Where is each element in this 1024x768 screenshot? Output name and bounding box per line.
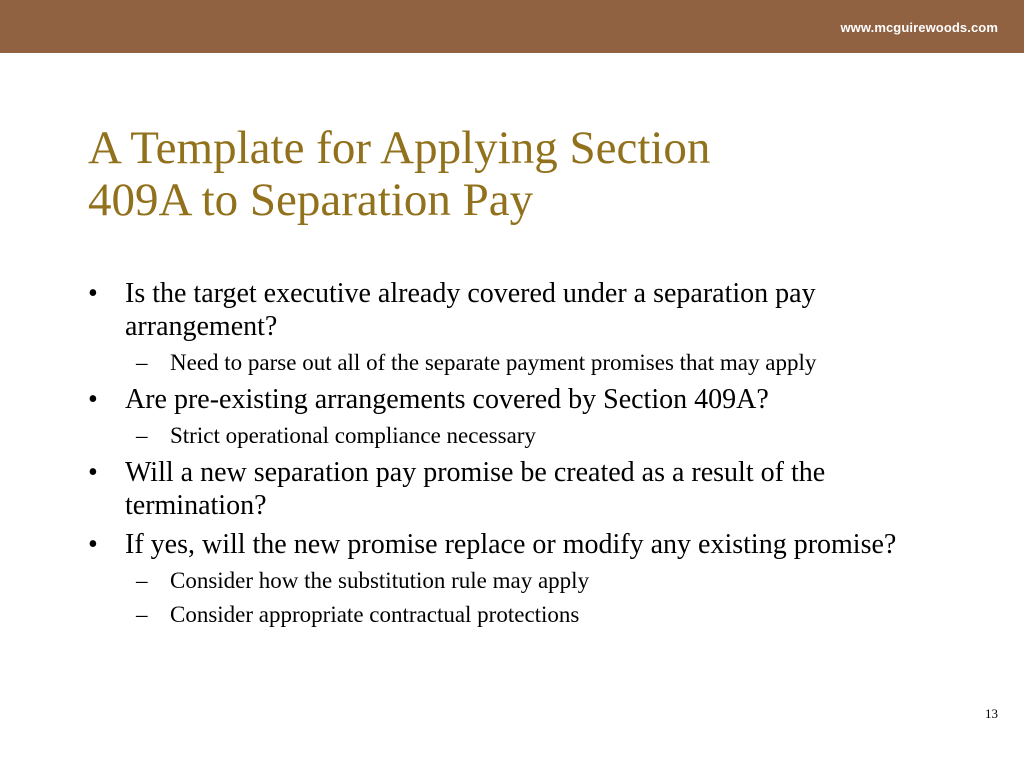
bullet-marker: • bbox=[88, 457, 98, 488]
bullet-marker: • bbox=[88, 278, 98, 309]
bullet-text: Are pre-existing arrangements covered by Section 409A? bbox=[125, 384, 769, 415]
sub-bullet-text: Strict operational compliance necessary bbox=[170, 423, 536, 448]
bullet-item bbox=[88, 383, 948, 416]
sub-bullet-marker: – bbox=[136, 568, 148, 593]
sub-bullet-item bbox=[88, 422, 948, 450]
sub-bullet-text: Consider how the substitution rule may apply bbox=[170, 568, 590, 593]
header-url: www.mcguirewoods.com bbox=[840, 20, 998, 35]
slide-title-line-1: A Template for Applying Section bbox=[88, 122, 711, 174]
bullet-text: Will a new separation pay promise be created as a result of the termination? bbox=[125, 457, 826, 521]
bullet-text: If yes, will the new promise replace or modify any existing promise? bbox=[125, 529, 897, 560]
bullet-item bbox=[88, 456, 948, 522]
bullet-marker: • bbox=[88, 529, 98, 560]
sub-bullet-item bbox=[88, 349, 948, 377]
sub-bullet-marker: – bbox=[136, 423, 148, 448]
sub-bullet-marker: – bbox=[136, 350, 148, 375]
sub-bullet-item bbox=[88, 601, 948, 629]
slide-title bbox=[88, 122, 948, 226]
sub-bullet-text: Consider appropriate contractual protections bbox=[170, 602, 580, 627]
bullet-list bbox=[88, 277, 948, 635]
header-bar bbox=[0, 0, 1024, 53]
sub-bullet-text: Need to parse out all of the separate payment promises that may apply bbox=[170, 350, 817, 375]
bullet-marker: • bbox=[88, 384, 98, 415]
slide-title-line-2: 409A to Separation Pay bbox=[88, 174, 534, 226]
sub-bullet-marker: – bbox=[136, 602, 148, 627]
page-number: 13 bbox=[985, 706, 998, 721]
bullet-text: Is the target executive already covered under a separation pay arrangement? bbox=[125, 278, 816, 342]
sub-bullet-item bbox=[88, 567, 948, 595]
bullet-item bbox=[88, 528, 948, 561]
bullet-item bbox=[88, 277, 948, 343]
